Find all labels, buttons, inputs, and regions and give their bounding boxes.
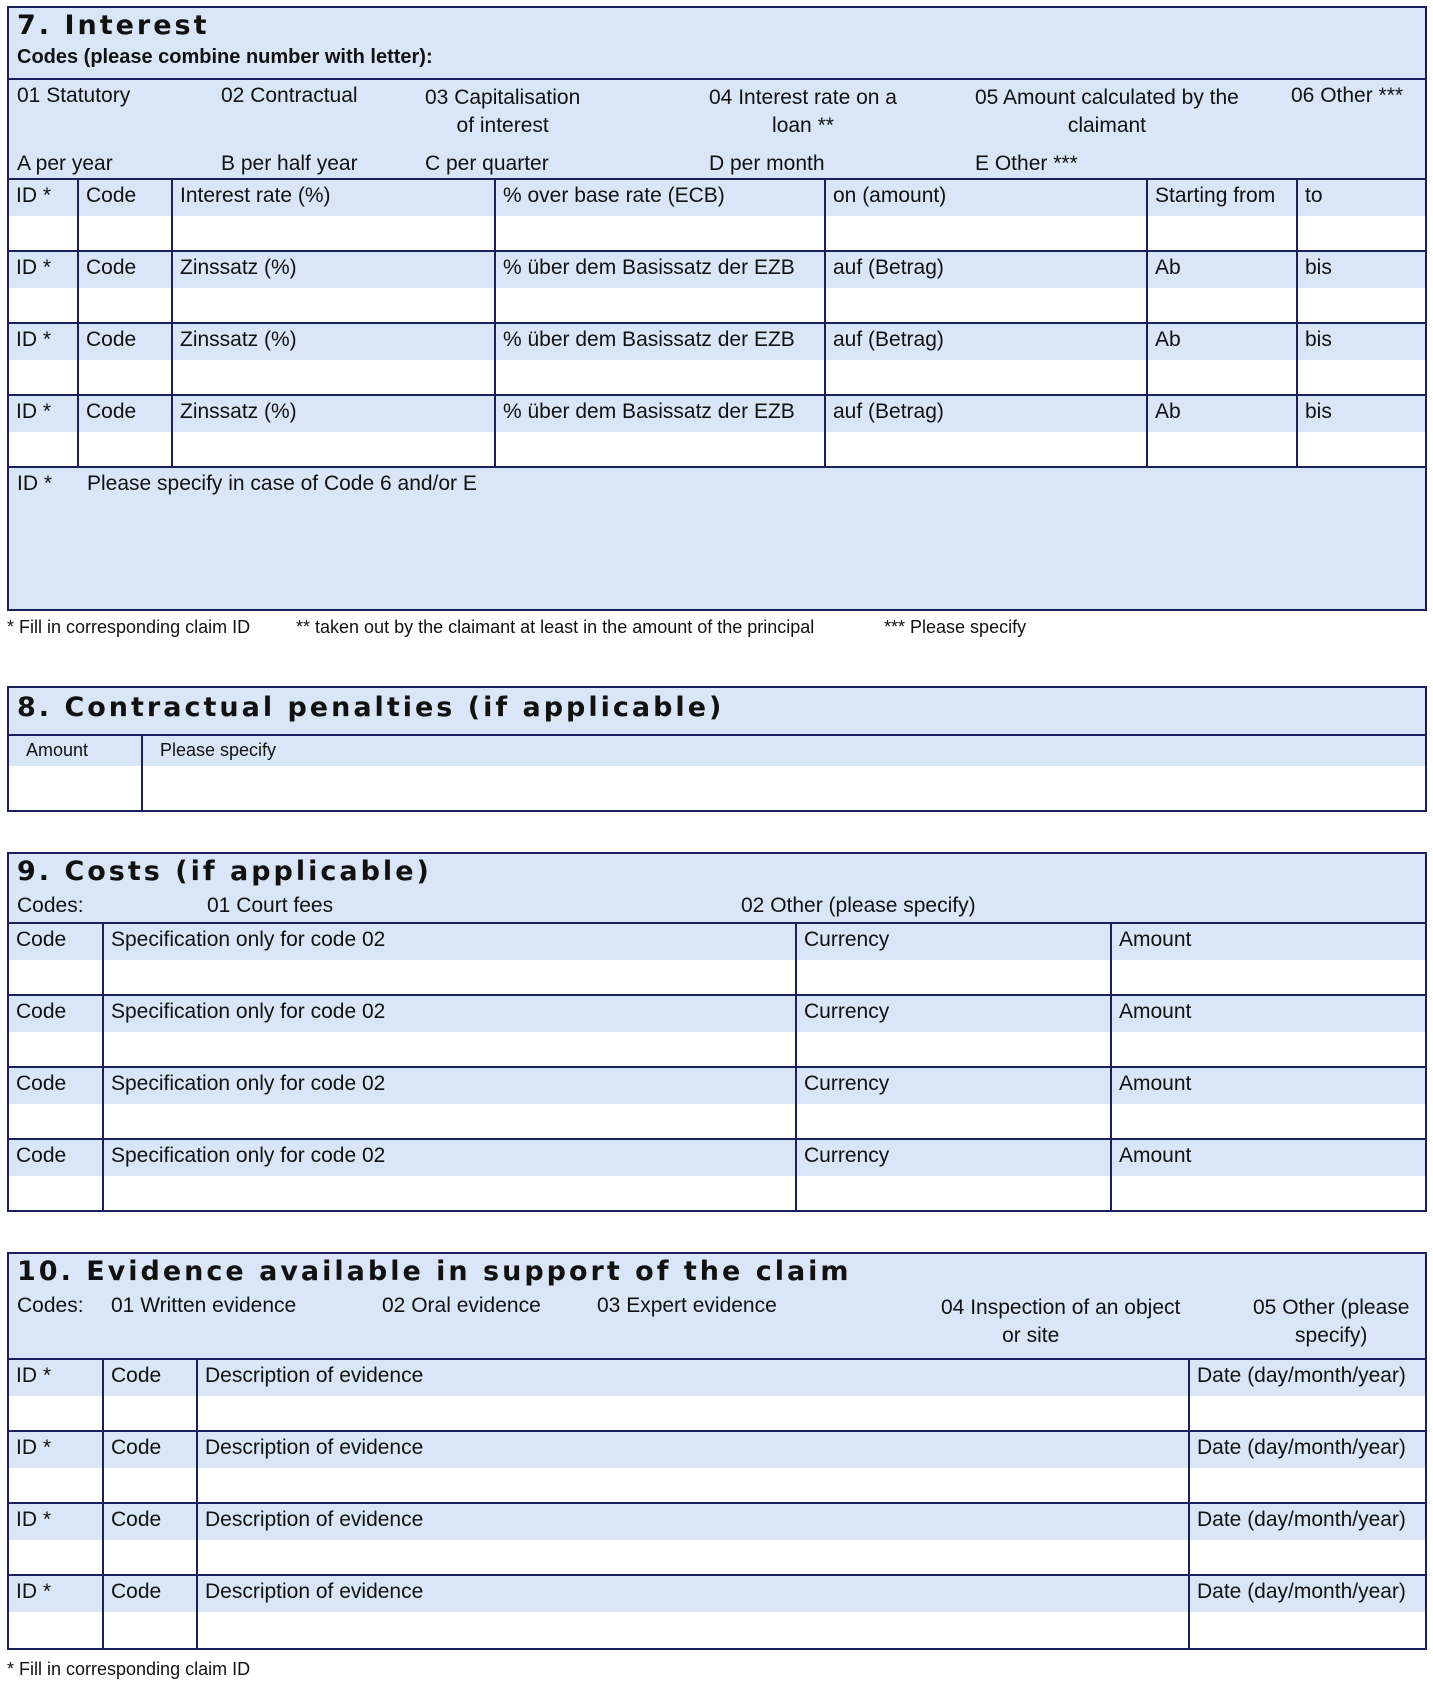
cost-amount-label: Amount	[1119, 928, 1192, 951]
cost-currency-cell[interactable]	[797, 1068, 1112, 1138]
interest-rate-label: Zinssatz (%)	[180, 328, 297, 351]
evidence-code-label: Code	[111, 1364, 162, 1387]
specify-id-label: ID *	[17, 472, 53, 495]
evidence-codes-label: Codes:	[17, 1294, 84, 1317]
interest-code-05-line2: claimant	[1067, 114, 1147, 137]
evidence-row[interactable]	[9, 1432, 1425, 1504]
cost-specification-label: Specification only for code 02	[111, 1072, 386, 1095]
cost-specification-cell[interactable]	[104, 1068, 797, 1138]
evidence-code-04-line2: or site	[1002, 1324, 1060, 1347]
starting-from-label: Ab	[1155, 328, 1181, 351]
cost-specification-cell[interactable]	[104, 1140, 797, 1212]
evidence-id-cell[interactable]	[9, 1504, 104, 1574]
section-8-penalties	[7, 686, 1427, 812]
over-base-rate-cell[interactable]	[496, 180, 826, 250]
evidence-description-label: Description of evidence	[205, 1364, 424, 1387]
evidence-id-label: ID *	[16, 1436, 52, 1459]
over-base-rate-label: % über dem Basissatz der EZB	[503, 256, 795, 279]
evidence-description-cell[interactable]	[198, 1576, 1190, 1648]
interest-code-04	[709, 84, 897, 140]
penalties-row[interactable]	[9, 736, 1425, 812]
evidence-code-05-line1: 05 Other (please	[1253, 1296, 1410, 1319]
cost-specification-cell[interactable]	[104, 924, 797, 994]
section-9-title: 9. Costs (if applicable)	[17, 856, 432, 887]
code-cell[interactable]	[79, 180, 173, 250]
evidence-description-label: Description of evidence	[205, 1580, 424, 1603]
cost-currency-label: Currency	[804, 1144, 890, 1167]
code-cell[interactable]	[79, 252, 173, 322]
costs-row[interactable]	[9, 924, 1425, 996]
evidence-date-label: Date (day/month/year)	[1197, 1508, 1406, 1531]
section-7-interest	[7, 6, 1427, 611]
amount-label: on (amount)	[833, 184, 947, 207]
interest-row[interactable]	[9, 324, 1425, 396]
to-cell[interactable]	[1298, 324, 1425, 394]
to-cell[interactable]	[1298, 180, 1425, 250]
evidence-code-cell[interactable]	[104, 1360, 198, 1430]
evidence-code-label: Code	[111, 1508, 162, 1531]
code-label: Code	[86, 400, 137, 423]
cost-code-cell[interactable]	[9, 1140, 104, 1212]
starting-from-cell[interactable]	[1148, 324, 1298, 394]
amount-cell[interactable]	[826, 396, 1148, 466]
interest-code-02: 02 Contractual	[221, 84, 358, 107]
id-cell[interactable]	[9, 324, 79, 394]
id-label: ID *	[16, 328, 52, 351]
evidence-code-cell[interactable]	[104, 1576, 198, 1648]
evidence-code-label: Code	[111, 1436, 162, 1459]
penalty-amount-label: Amount	[26, 740, 89, 760]
evidence-id-label: ID *	[16, 1580, 52, 1603]
code-label: Code	[86, 328, 137, 351]
cost-code-label: Code	[16, 1000, 67, 1023]
period-code-b: B per half year	[221, 152, 358, 175]
section-10-evidence	[7, 1252, 1427, 1650]
evidence-description-label: Description of evidence	[205, 1508, 424, 1531]
over-base-rate-label: % über dem Basissatz der EZB	[503, 400, 795, 423]
costs-row[interactable]	[9, 1140, 1425, 1212]
cost-amount-cell[interactable]	[1112, 924, 1425, 994]
evidence-date-cell[interactable]	[1190, 1360, 1425, 1430]
evidence-date-label: Date (day/month/year)	[1197, 1364, 1406, 1387]
over-base-rate-cell[interactable]	[496, 252, 826, 322]
cost-amount-cell[interactable]	[1112, 1068, 1425, 1138]
evidence-date-cell[interactable]	[1190, 1432, 1425, 1502]
evidence-code-04-line1: 04 Inspection of an object	[941, 1296, 1181, 1319]
to-cell[interactable]	[1298, 252, 1425, 322]
evidence-row[interactable]	[9, 1504, 1425, 1576]
evidence-date-cell[interactable]	[1190, 1576, 1425, 1648]
costs-code-02: 02 Other (please specify)	[741, 894, 976, 917]
cost-currency-label: Currency	[804, 1000, 890, 1023]
cost-amount-label: Amount	[1119, 1000, 1192, 1023]
cost-code-cell[interactable]	[9, 1068, 104, 1138]
specify-label: Please specify in case of Code 6 and/or E	[87, 472, 477, 495]
section-7-title: 7. Interest	[17, 10, 210, 41]
id-label: ID *	[16, 256, 52, 279]
amount-cell[interactable]	[826, 180, 1148, 250]
evidence-date-cell[interactable]	[1190, 1504, 1425, 1574]
cost-currency-cell[interactable]	[797, 924, 1112, 994]
over-base-rate-cell[interactable]	[496, 324, 826, 394]
evidence-date-label: Date (day/month/year)	[1197, 1580, 1406, 1603]
evidence-id-cell[interactable]	[9, 1432, 104, 1502]
interest-rate-cell[interactable]	[173, 396, 496, 466]
starting-from-label: Ab	[1155, 256, 1181, 279]
id-label: ID *	[16, 400, 52, 423]
cost-amount-label: Amount	[1119, 1144, 1192, 1167]
costs-codes-label: Codes:	[17, 894, 84, 917]
interest-row[interactable]	[9, 396, 1425, 468]
code-cell[interactable]	[79, 324, 173, 394]
id-cell[interactable]	[9, 180, 79, 250]
amount-cell[interactable]	[826, 324, 1148, 394]
footnote-specify: *** Please specify	[884, 617, 1027, 637]
footnote-claim-id: * Fill in corresponding claim ID	[7, 617, 251, 637]
evidence-code-05	[1253, 1294, 1409, 1350]
evidence-code-label: Code	[111, 1580, 162, 1603]
interest-rate-label: Zinssatz (%)	[180, 256, 297, 279]
interest-table	[9, 178, 1425, 608]
cost-amount-cell[interactable]	[1112, 996, 1425, 1066]
evidence-table	[9, 1358, 1425, 1648]
cost-code-cell[interactable]	[9, 996, 104, 1066]
interest-code-01: 01 Statutory	[17, 84, 131, 107]
to-cell[interactable]	[1298, 396, 1425, 466]
period-code-d: D per month	[709, 152, 825, 175]
interest-row[interactable]	[9, 252, 1425, 324]
amount-cell[interactable]	[826, 252, 1148, 322]
evidence-code-01: 01 Written evidence	[111, 1294, 297, 1317]
evidence-code-cell[interactable]	[104, 1504, 198, 1574]
evidence-code-03: 03 Expert evidence	[597, 1294, 777, 1317]
penalty-amount-cell[interactable]	[9, 736, 143, 812]
interest-rate-label: Interest rate (%)	[180, 184, 331, 207]
to-label: to	[1305, 184, 1323, 207]
amount-label: auf (Betrag)	[833, 328, 944, 351]
amount-label: auf (Betrag)	[833, 256, 944, 279]
evidence-id-cell[interactable]	[9, 1576, 104, 1648]
cost-amount-cell[interactable]	[1112, 1140, 1425, 1212]
period-code-c: C per quarter	[425, 152, 549, 175]
cost-code-label: Code	[16, 1144, 67, 1167]
evidence-code-cell[interactable]	[104, 1432, 198, 1502]
interest-code-05-line1: 05 Amount calculated by the	[975, 86, 1239, 109]
footnote-evidence-claim-id: * Fill in corresponding claim ID	[7, 1659, 251, 1679]
evidence-description-cell[interactable]	[198, 1504, 1190, 1574]
interest-codes-heading: Codes (please combine number with letter):	[17, 46, 433, 68]
interest-code-03-line1: 03 Capitalisation	[425, 86, 581, 109]
evidence-code-02: 02 Oral evidence	[382, 1294, 541, 1317]
id-cell[interactable]	[9, 252, 79, 322]
starting-from-label: Starting from	[1155, 184, 1276, 207]
code-label: Code	[86, 256, 137, 279]
costs-code-01: 01 Court fees	[207, 894, 334, 917]
cost-specification-label: Specification only for code 02	[111, 1144, 386, 1167]
over-base-rate-cell[interactable]	[496, 396, 826, 466]
section-9-costs	[7, 852, 1427, 1212]
divider	[9, 78, 1425, 80]
evidence-code-05-line2: specify)	[1295, 1324, 1368, 1347]
starting-from-cell[interactable]	[1148, 396, 1298, 466]
costs-row[interactable]	[9, 1068, 1425, 1140]
evidence-date-label: Date (day/month/year)	[1197, 1436, 1406, 1459]
evidence-row[interactable]	[9, 1576, 1425, 1648]
cost-currency-label: Currency	[804, 928, 890, 951]
to-label: bis	[1305, 328, 1332, 351]
period-code-e: E Other ***	[975, 152, 1078, 175]
interest-code-05	[975, 84, 1239, 140]
costs-table	[9, 922, 1425, 1212]
interest-code-03-line2: of interest	[456, 114, 549, 137]
evidence-id-label: ID *	[16, 1508, 52, 1531]
section-10-title: 10. Evidence available in support of the claim	[17, 1256, 852, 1287]
evidence-id-cell[interactable]	[9, 1360, 104, 1430]
id-label: ID *	[16, 184, 52, 207]
cost-specification-label: Specification only for code 02	[111, 928, 386, 951]
interest-rate-cell[interactable]	[173, 252, 496, 322]
interest-rate-cell[interactable]	[173, 180, 496, 250]
over-base-rate-label: % over base rate (ECB)	[503, 184, 725, 207]
cost-specification-cell[interactable]	[104, 996, 797, 1066]
interest-rate-cell[interactable]	[173, 324, 496, 394]
period-code-a: A per year	[17, 152, 113, 175]
cost-specification-label: Specification only for code 02	[111, 1000, 386, 1023]
penalty-specify-label: Please specify	[160, 740, 277, 760]
cost-currency-cell[interactable]	[797, 1140, 1112, 1212]
starting-from-cell[interactable]	[1148, 252, 1298, 322]
cost-currency-label: Currency	[804, 1072, 890, 1095]
amount-label: auf (Betrag)	[833, 400, 944, 423]
interest-code-03	[425, 84, 580, 140]
penalties-table	[9, 734, 1425, 812]
section-8-title: 8. Contractual penalties (if applicable)	[17, 692, 725, 723]
cost-code-label: Code	[16, 928, 67, 951]
evidence-description-cell[interactable]	[198, 1360, 1190, 1430]
evidence-code-04	[941, 1294, 1180, 1350]
penalty-specify-cell[interactable]	[143, 736, 1425, 812]
id-cell[interactable]	[9, 396, 79, 466]
cost-amount-label: Amount	[1119, 1072, 1192, 1095]
evidence-description-cell[interactable]	[198, 1432, 1190, 1502]
interest-row[interactable]	[9, 180, 1425, 252]
code-cell[interactable]	[79, 396, 173, 466]
interest-rate-label: Zinssatz (%)	[180, 400, 297, 423]
interest-code-04-line1: 04 Interest rate on a	[709, 86, 897, 109]
over-base-rate-label: % über dem Basissatz der EZB	[503, 328, 795, 351]
evidence-id-label: ID *	[16, 1364, 52, 1387]
cost-code-label: Code	[16, 1072, 67, 1095]
specify-row[interactable]	[9, 468, 1425, 608]
footnote-loan: ** taken out by the claimant at least in the amount of the principal	[296, 617, 815, 637]
cost-code-cell[interactable]	[9, 924, 104, 994]
to-label: bis	[1305, 256, 1332, 279]
to-label: bis	[1305, 400, 1332, 423]
cost-currency-cell[interactable]	[797, 996, 1112, 1066]
evidence-description-label: Description of evidence	[205, 1436, 424, 1459]
evidence-row[interactable]	[9, 1360, 1425, 1432]
starting-from-cell[interactable]	[1148, 180, 1298, 250]
code-label: Code	[86, 184, 137, 207]
costs-row[interactable]	[9, 996, 1425, 1068]
starting-from-label: Ab	[1155, 400, 1181, 423]
interest-code-04-line2: loan **	[772, 114, 834, 137]
interest-code-06: 06 Other ***	[1291, 84, 1404, 107]
